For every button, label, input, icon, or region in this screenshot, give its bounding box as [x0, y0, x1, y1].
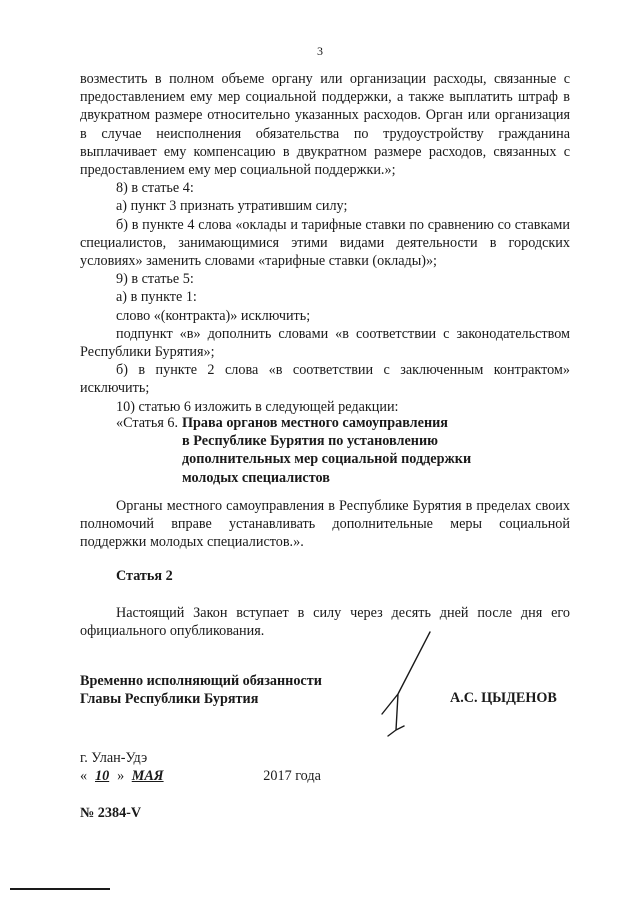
- body-text: [80, 70, 570, 416]
- paragraph: возместить в полном объеме органу или организации расходы, связанные с предоставлением ему мер социальной поддержки, а также выплатить штраф в двукратном размере относительно указанных расходов. Орган или организация в случае неисполнения обязательства по трудоустройству гражданина выплачивает ему компенсацию в двукратном размере расходов, связанных с предоставлением ему мер социальной поддержки.»;: [80, 71, 570, 179]
- date-month: МАЯ: [131, 768, 164, 784]
- paragraph: 9) в статье 5:: [116, 271, 194, 288]
- article-6-prefix: «Статья 6.: [116, 415, 179, 431]
- paragraph: а) в пункте 1:: [116, 289, 197, 306]
- paragraph: слово «(контракта)» исключить;: [116, 307, 311, 324]
- date-day: 10: [95, 768, 110, 784]
- signing-date: [80, 768, 321, 785]
- date-open-quote: «: [80, 768, 88, 784]
- article-2-heading: Статья 2: [116, 568, 173, 584]
- paragraph: Настоящий Закон вступает в силу через десять дней после дня его официального опубликования.: [80, 605, 570, 640]
- page-number: 3: [317, 44, 323, 58]
- signer-name: А.С. ЦЫДЕНОВ: [450, 690, 557, 706]
- article-6-title-line: дополнительных мер социальной поддержки: [182, 451, 472, 468]
- paragraph: 10) статью 6 изложить в следующей редакции:: [116, 398, 399, 415]
- document-number: № 2384-V: [80, 805, 142, 821]
- date-year: 2017 года: [263, 768, 321, 784]
- paragraph: б) в пункте 4 слова «оклады и тарифные ставки по сравнению со ставками специалистов, занимающимися этими видами деятельности в городских условиях» заменить словами «тарифные ставки (оклады)»;: [80, 216, 570, 270]
- paragraph: Органы местного самоуправления в Республике Бурятия в пределах своих полномочий вправе устанавливать дополнительные меры социальной поддержки молодых специалистов.».: [80, 498, 570, 551]
- signer-position: [80, 672, 322, 708]
- signer-position-line: Главы Республики Бурятия: [80, 691, 259, 708]
- paragraph: б) в пункте 2 слова «в соответствии с заключенным контрактом» исключить;: [80, 362, 570, 397]
- article-2-text: [80, 604, 570, 640]
- footer-rule: [10, 888, 110, 890]
- article-6-title-line: в Республике Бурятия по установлению: [182, 433, 438, 450]
- signer-position-line: Временно исполняющий обязанности: [80, 673, 322, 689]
- place: г. Улан-Удэ: [80, 750, 148, 766]
- article-6-title-line: Права органов местного самоуправления: [182, 415, 448, 431]
- paragraph: 8) в статье 4:: [116, 180, 194, 197]
- paragraph: подпункт «в» дополнить словами «в соответствии с законодательством Республики Бурятия»;: [80, 325, 570, 361]
- paragraph: а) пункт 3 признать утратившим силу;: [116, 198, 348, 215]
- article-6-title-line: молодых специалистов: [182, 469, 330, 486]
- handwritten-signature: [368, 628, 458, 738]
- date-close-quote: »: [117, 768, 125, 784]
- article-6-heading: [116, 414, 556, 487]
- article-6-text: [80, 497, 570, 552]
